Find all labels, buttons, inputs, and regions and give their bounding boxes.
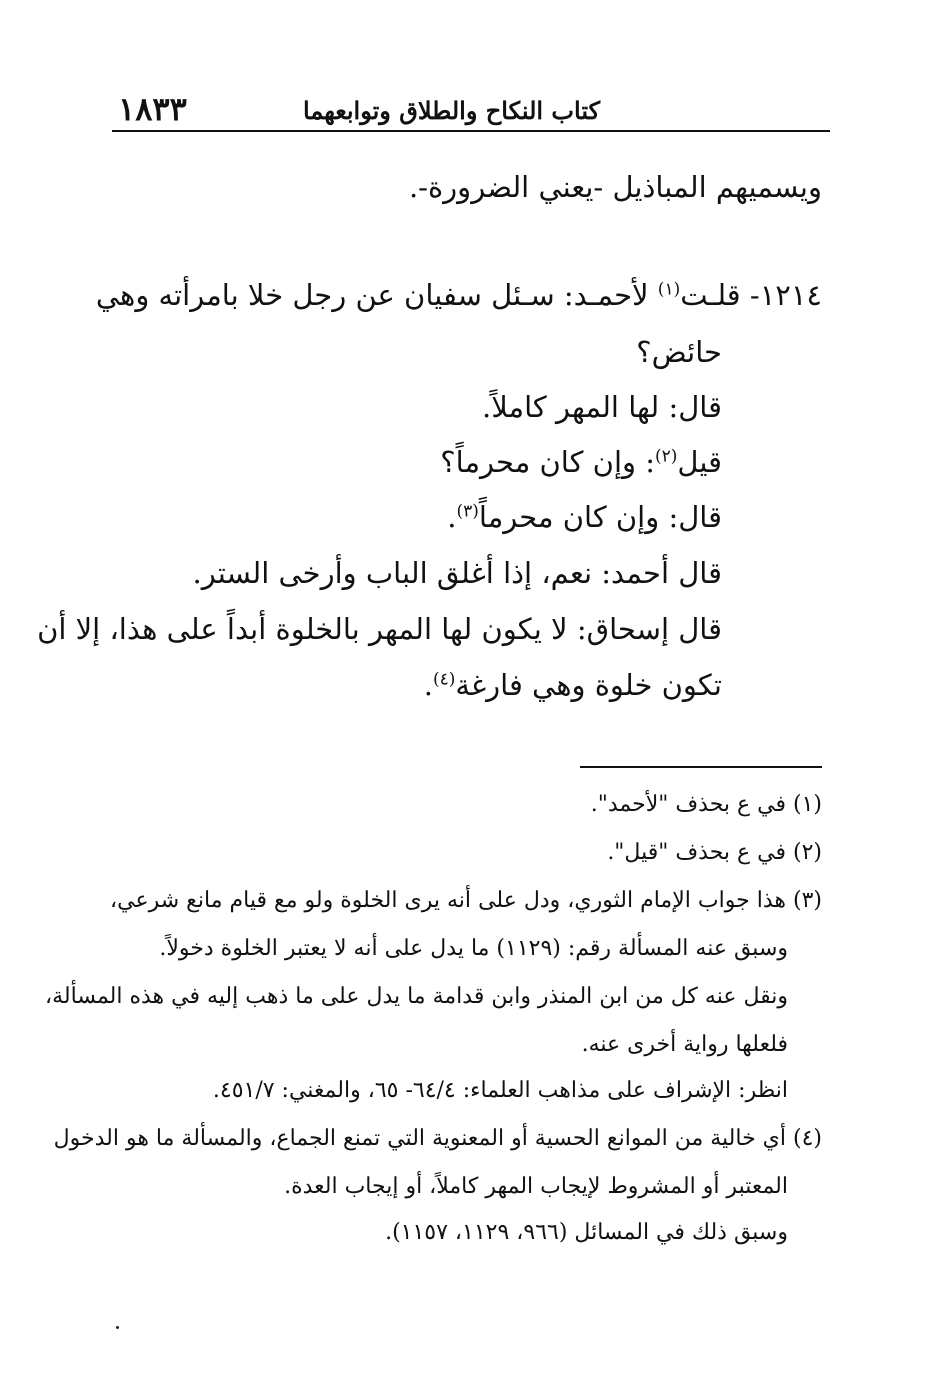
footnote-rule: [580, 766, 822, 768]
footnote-ref-4: (٤): [432, 669, 456, 690]
answer-3-text-b: .: [447, 500, 457, 534]
footnote-3-line-1: (٣) هذا جواب الإمام الثوري، ودل على أنه يرى الخلوة ولو مع قيام مانع شرعي،: [110, 888, 822, 913]
issue-question-line: [95, 278, 822, 312]
footnote-3-line-2: وسبق عنه المسألة رقم: (١١٢٩) ما يدل على أنه لا يعتبر الخلوة دخولاً.: [159, 936, 788, 961]
footnote-4-line-1: (٤) أي خالية من الموانع الحسية أو المعنوية التي تمنع الجماع، والمسألة ما هو الدخول: [53, 1126, 822, 1151]
page-number: ١٨٣٣: [118, 90, 187, 128]
footnote-ref-1: (١): [657, 279, 681, 300]
answer-3-text-a: قال: وإن كان محرماً: [478, 500, 722, 534]
question-line-2: حائض؟: [636, 335, 722, 369]
answer-6-text-a: تكون خلوة وهي فارغة: [455, 668, 722, 702]
running-header: [112, 86, 830, 130]
footnote-ref-3: (٣): [456, 501, 479, 522]
answer-line-1: قال: لها المهر كاملاً.: [482, 390, 722, 424]
footnote-3-line-4: فلعلها رواية أخرى عنه.: [581, 1032, 788, 1057]
answer-line-2: [440, 445, 722, 479]
book-title: كتاب النكاح والطلاق وتوابعهما: [303, 96, 600, 125]
question-text-b: لأحمـد: سـئل سفيان عن رجل خلا بامرأته وهي: [95, 278, 658, 312]
header-rule: [112, 130, 830, 132]
footnote-4-line-3: وسبق ذلك في المسائل (٩٦٦، ١١٢٩، ١١٥٧).: [385, 1220, 788, 1245]
footnote-3-line-5: انظر: الإشراف على مذاهب العلماء: ٦٤/٤- ٦٥، والمغني: ٤٥١/٧.: [212, 1078, 788, 1103]
answer-line-6: [424, 668, 722, 702]
answer-line-5: قال إسحاق: لا يكون لها المهر بالخلوة أبداً على هذا، إلا أن: [37, 612, 722, 646]
text-line-1: ويسميهم المباذيل -يعني الضرورة-.: [408, 170, 822, 204]
question-text-a: قلـت: [680, 278, 741, 312]
answer-2-text-b: : وإن كان محرماً؟: [440, 445, 655, 479]
scan-speck: [116, 1326, 119, 1329]
issue-number: ١٢١٤-: [749, 278, 822, 312]
footnote-4-line-2: المعتبر أو المشروط لإيجاب المهر كاملاً، أو إيجاب العدة.: [284, 1174, 788, 1199]
footnote-1: (١) في ع بحذف "لأحمد".: [590, 792, 822, 817]
answer-2-text-a: قيل: [677, 445, 722, 479]
footnote-2: (٢) في ع بحذف "قيل".: [607, 840, 822, 865]
answer-line-3: [447, 500, 722, 534]
footnote-ref-2: (٢): [655, 446, 678, 467]
answer-line-4: قال أحمد: نعم، إذا أغلق الباب وأرخى الستر.: [192, 556, 722, 590]
footnote-3-line-3: ونقل عنه كل من ابن المنذر وابن قدامة ما يدل على ما ذهب إليه في هذه المسألة،: [45, 984, 788, 1009]
answer-6-text-b: .: [423, 668, 433, 702]
